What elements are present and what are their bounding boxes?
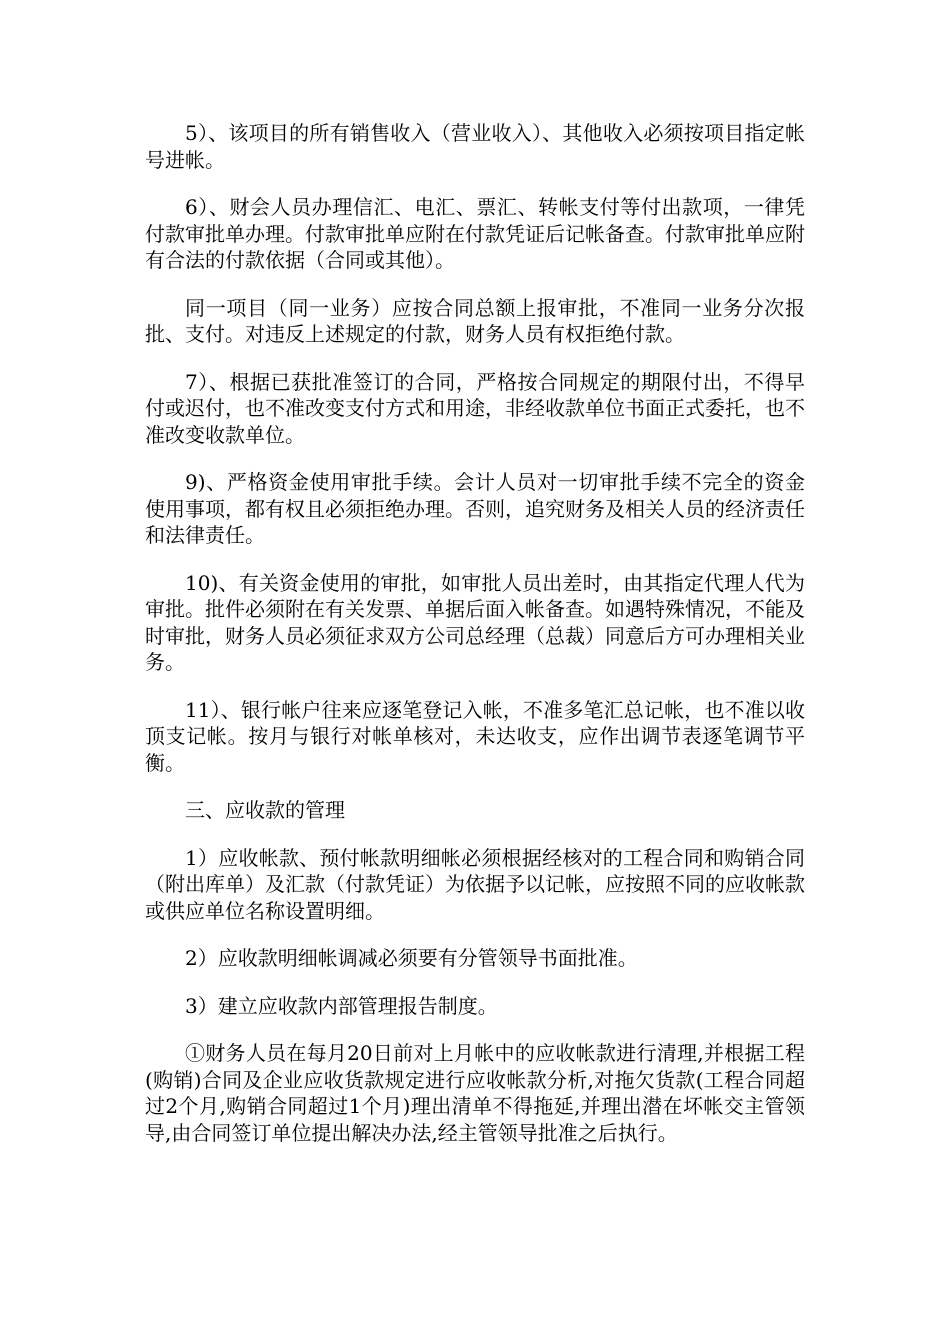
- paragraph-receivables-3: 3）建立应收款内部管理报告制度。: [185, 993, 498, 1018]
- paragraph-item-5-revenue: 5）、该项目的所有销售收入（营业收入）、其他收入必须按项目指定帐号进帐。: [145, 121, 805, 172]
- paragraph-receivables-2: 2）应收款明细帐调减必须要有分管领导书面批准。: [185, 946, 638, 970]
- paragraph-item-10-delegation: 10)、有关资金使用的审批，如审批人员出差时，由其指定代理人代为审批。批件必须附在有关发票、单据后面入帐备查。如遇特殊情况，不能及时审批，财务人员必须征求双方公司总经理（总裁）同意后方可办理相关业务。: [145, 570, 805, 674]
- paragraph-item-9-approval: 9)、严格资金使用审批手续。会计人员对一切审批手续不完全的资金使用事项，都有权且必须拒绝办理。否则，追究财务及相关人员的经济责任和法律责任。: [145, 470, 805, 547]
- document-body: [145, 120, 805, 1167]
- paragraph-same-project: 同一项目（同一业务）应按合同总额上报审批，不准同一业务分次报批、支付。对违反上述规定的付款，财务人员有权拒绝付款。: [145, 295, 805, 346]
- paragraph-item-7-contract: 7）、根据已获批准签订的合同，严格按合同规定的期限付出，不得早付或迟付，也不准改变支付方式和用途，非经收款单位书面正式委托，也不准改变收款单位。: [145, 369, 805, 447]
- paragraph-receivables-1: 1）应收帐款、预付帐款明细帐必须根据经核对的工程合同和购销合同（附出库单）及汇款（付款凭证）为依据予以记帐，应按照不同的应收帐款或供应单位名称设置明细。: [145, 845, 805, 923]
- paragraph-item-11-bank: 11）、银行帐户往来应逐笔登记入帐，不准多笔汇总记帐，也不准以收顶支记帐。按月与银行对帐单核对，未达收支，应作出调节表逐笔调节平衡。: [145, 697, 805, 775]
- paragraph-receivables-circled-1: ①财务人员在每月20日前对上月帐中的应收帐款进行清理,并根据工程(购销)合同及企业应收货款规定进行应收帐款分析,对拖欠货款(工程合同超过2个月,购销合同超过1个月)理出清单不得拖延,并理出潜在坏帐交主管领导,由合同签订单位提出解决办法,经主管领导批准之后执行。: [145, 1041, 805, 1145]
- paragraph-item-6-payment: 6）、财会人员办理信汇、电汇、票汇、转帐支付等付出款项，一律凭付款审批单办理。付款审批单应附在付款凭证后记帐备查。付款审批单应附有合法的付款依据（合同或其他）。: [145, 195, 805, 272]
- section-heading-receivables: 三、应收款的管理: [185, 798, 345, 822]
